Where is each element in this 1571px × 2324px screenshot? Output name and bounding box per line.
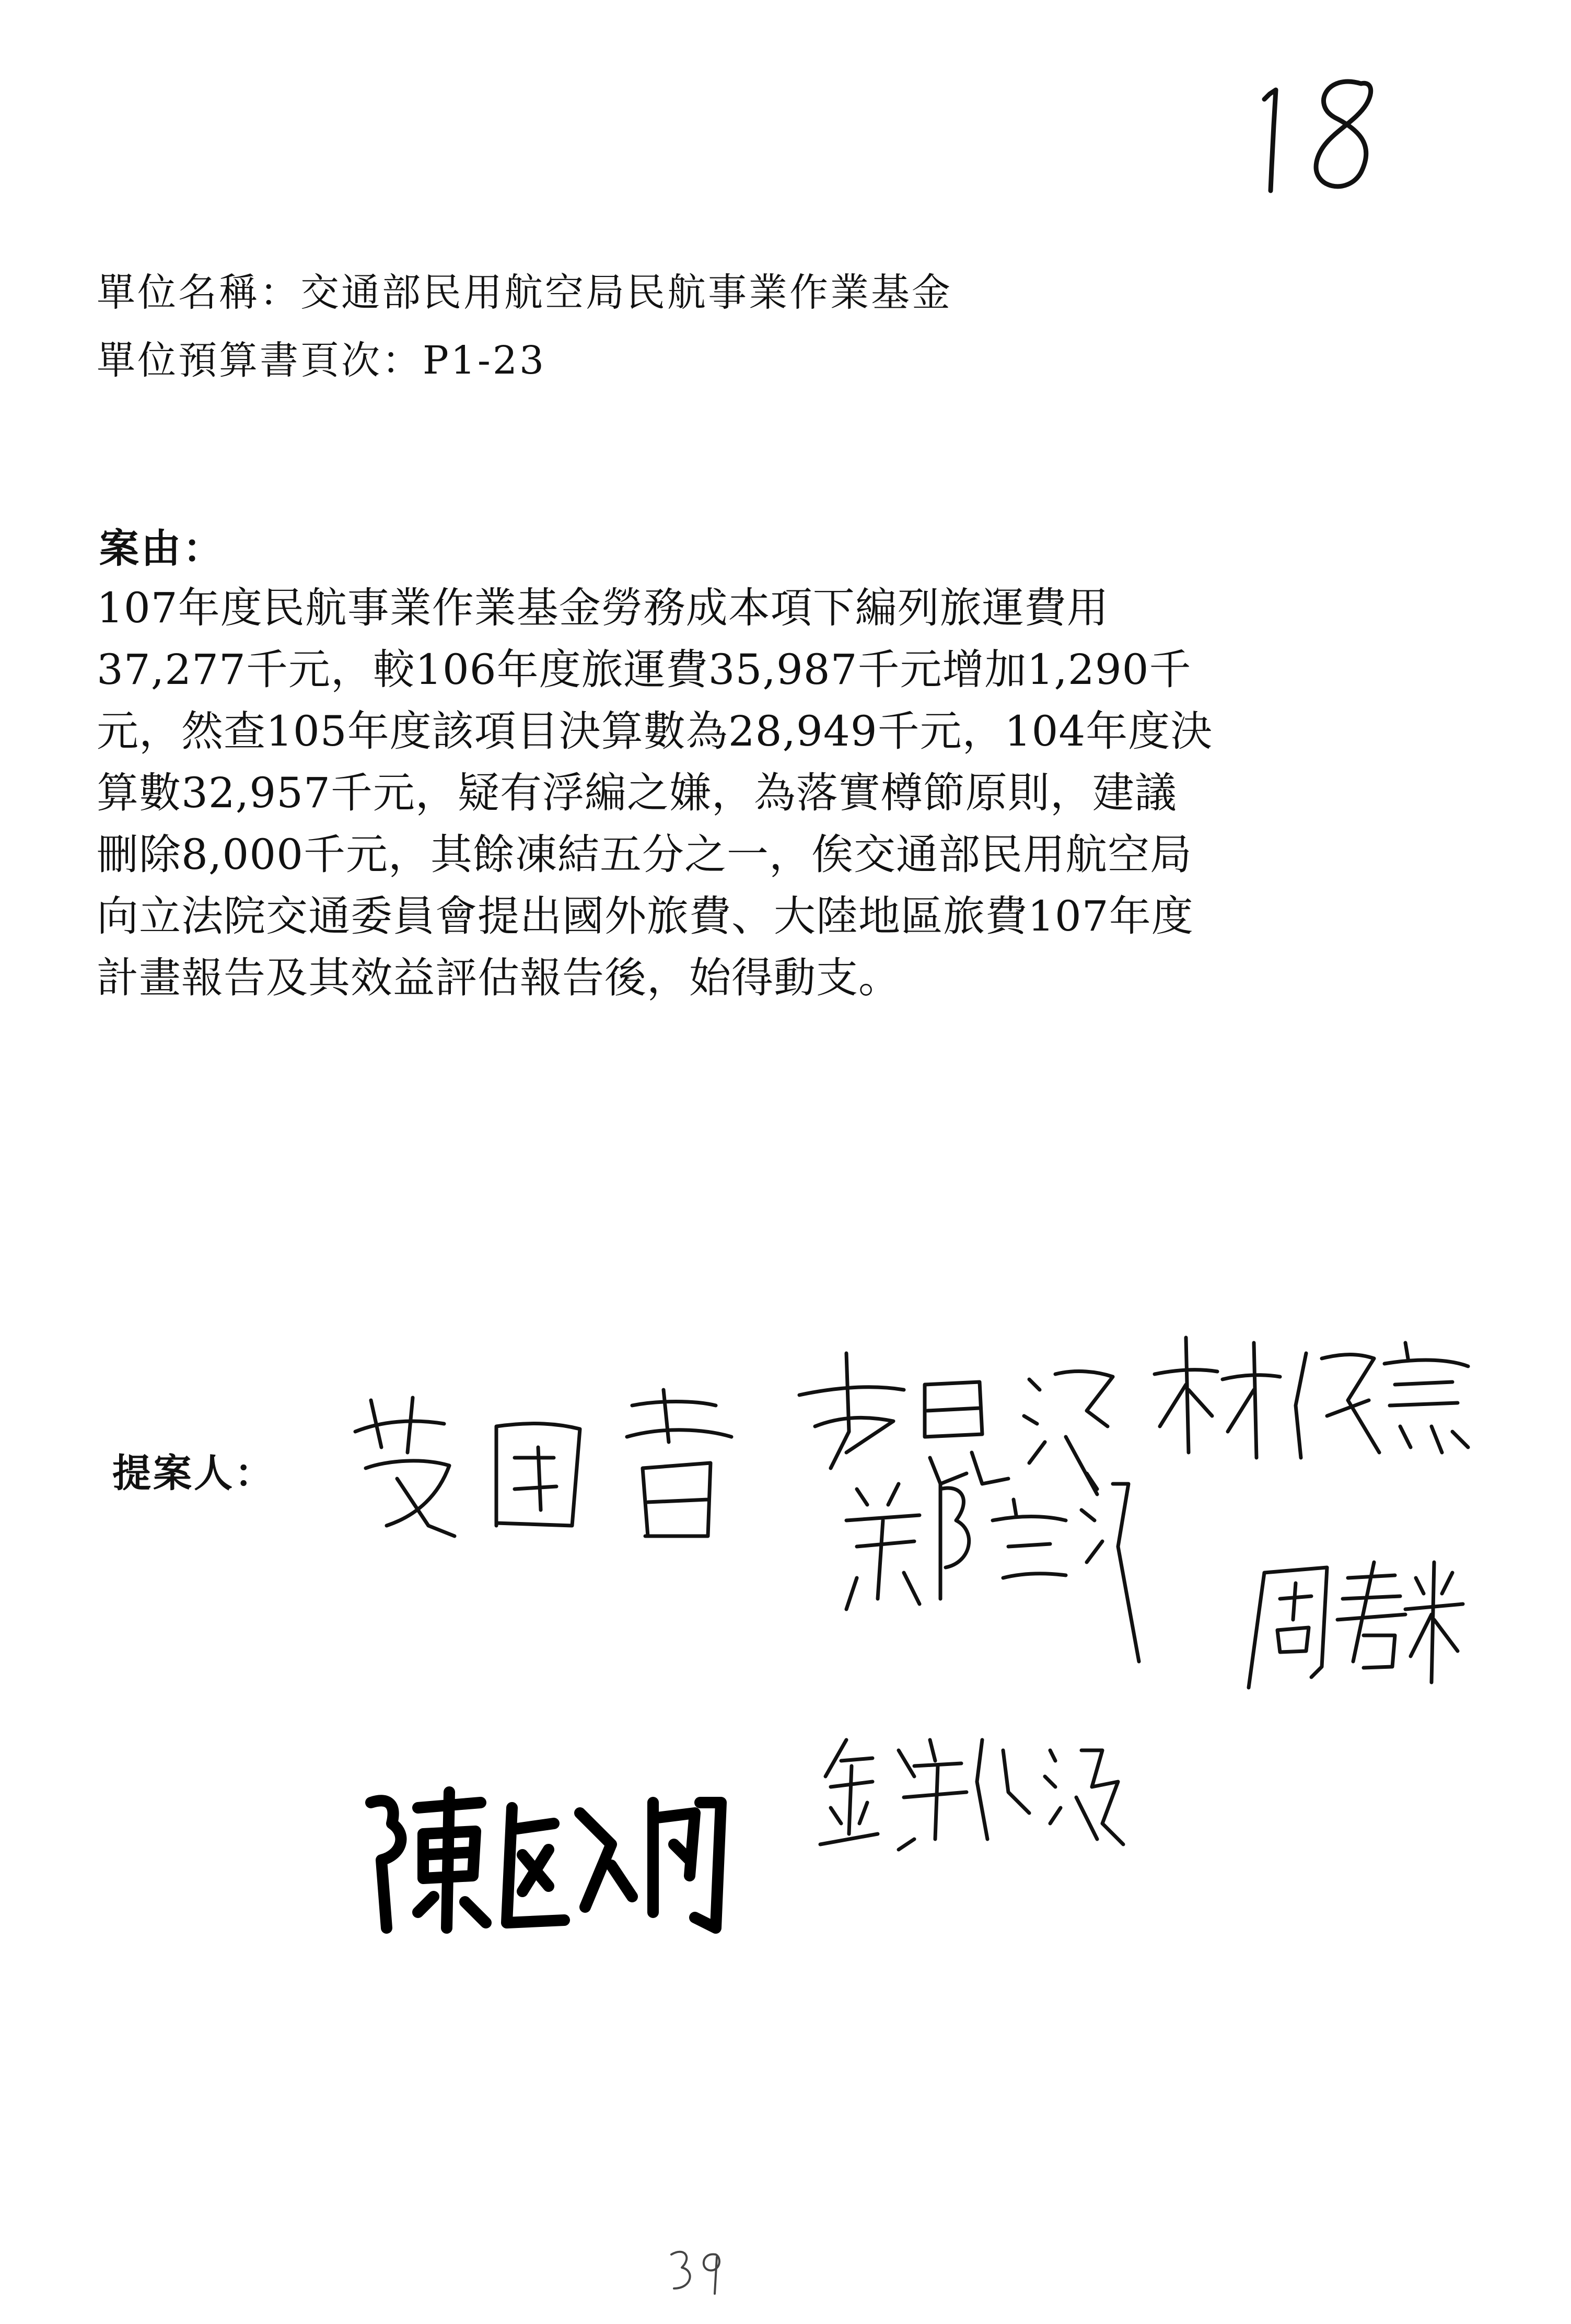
handwritten-footer-page-number	[664, 2241, 731, 2299]
reason-line: 向立法院交通委員會提出國外旅費、大陸地區旅費107年度	[97, 892, 1194, 940]
reason-line: 37,277千元，較106年度旅運費35,987千元增加1,290千	[97, 645, 1192, 694]
signature-chung-chia-pin	[810, 1719, 1134, 1855]
reason-line: 刪除8,000千元，其餘凍結五分之一，俟交通部民用航空局	[97, 830, 1193, 879]
signature-cheng-pao-ching	[836, 1442, 1149, 1693]
reason-line: 算數32,957千元，疑有浮編之嫌，為落實樽節原則，建議	[97, 769, 1177, 817]
signature-chen-ou-po	[360, 1771, 737, 1944]
reason-line: 元，然查105年度該項目決算數為28,949千元，104年度決	[97, 707, 1213, 756]
proposer-label: 提案人：	[112, 1451, 275, 1496]
unit-name: 單位名稱：交通部民用航空局民航事業作業基金	[97, 270, 952, 315]
handwritten-page-number	[1249, 63, 1405, 199]
reason-body	[97, 577, 1345, 1009]
reason-heading: 案由：	[99, 525, 225, 572]
signature-lin-chun-hsien	[1139, 1322, 1479, 1479]
reason-line: 計畫報告及其效益評估報告後，始得動支。	[97, 954, 901, 1002]
signature-huang-kuo-shu	[334, 1369, 794, 1567]
budget-page-reference: 單位預算書頁次：P1-23	[97, 338, 546, 383]
reason-line: 107年度民航事業作業基金勞務成本項下編列旅運費用	[97, 584, 1109, 632]
signature-chou-chun-mi	[1238, 1531, 1468, 1703]
